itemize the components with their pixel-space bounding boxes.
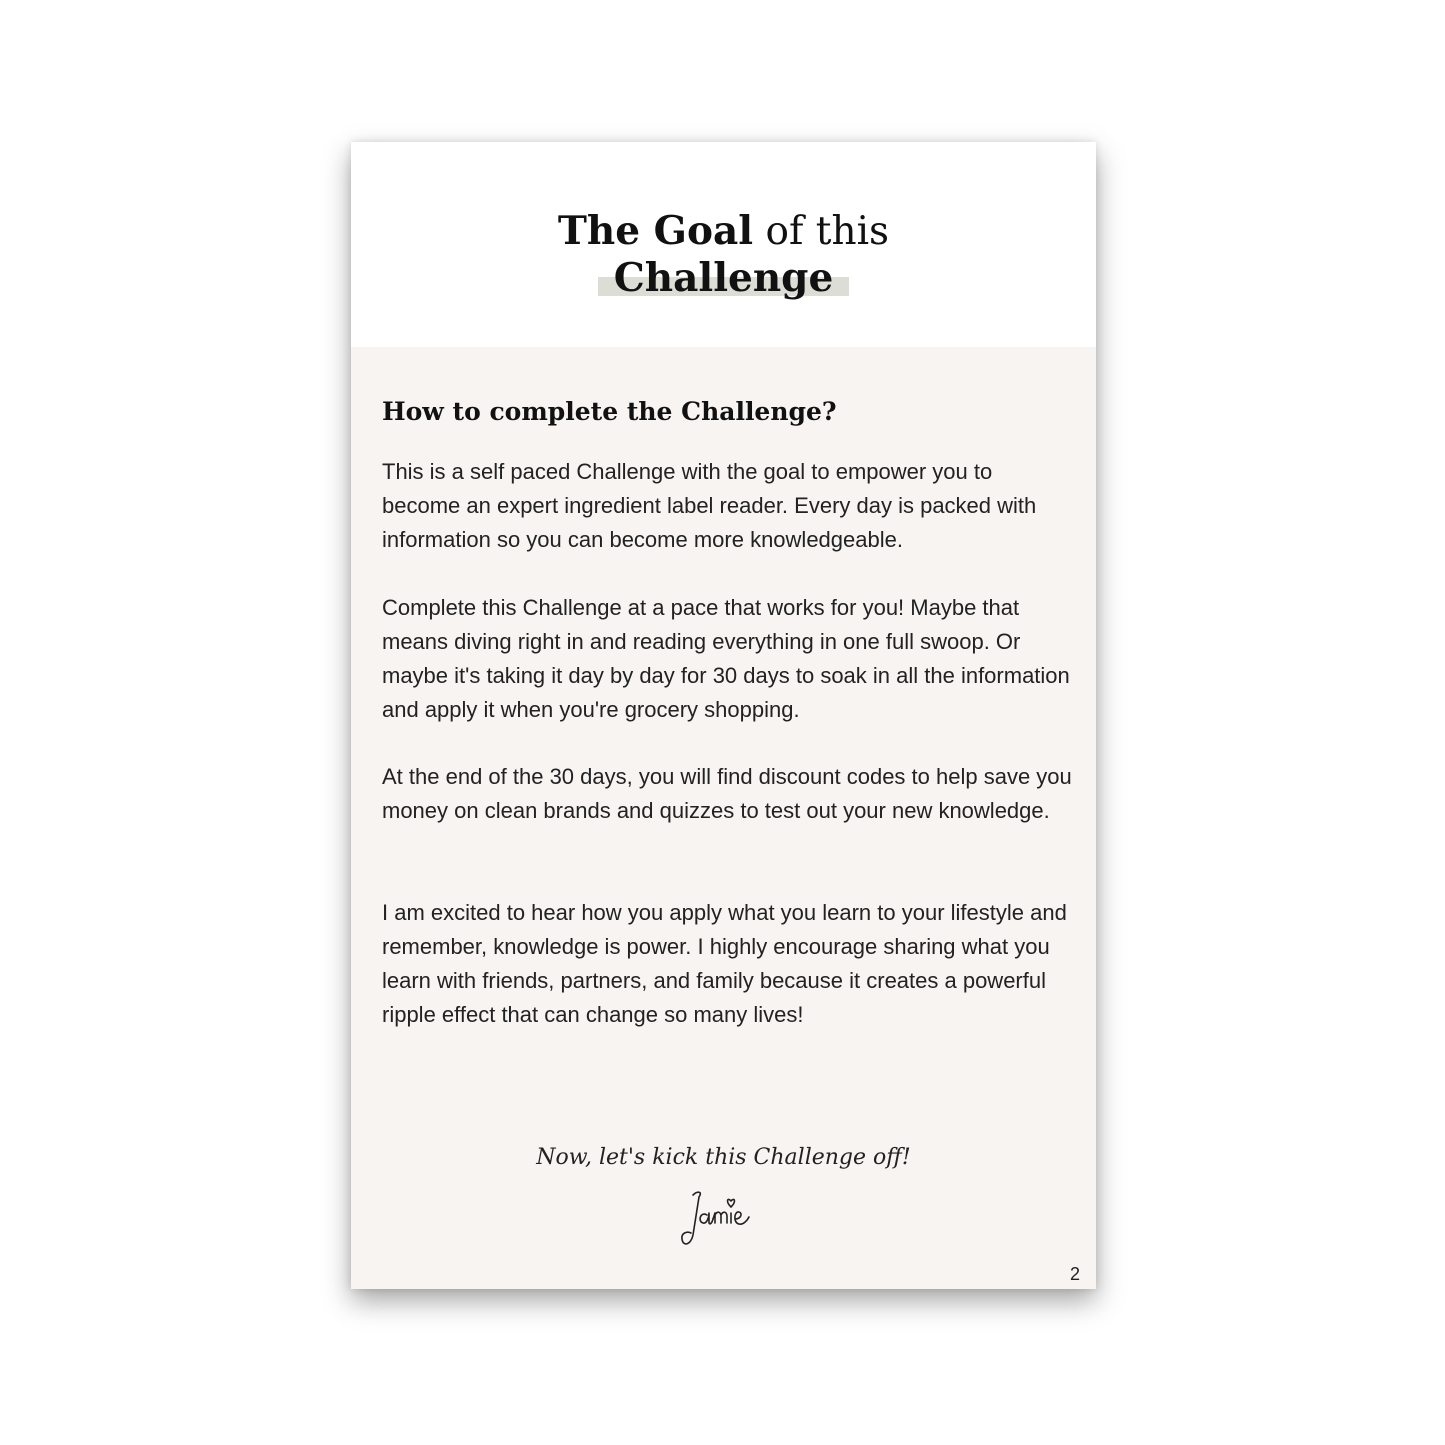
title-bold: The Goal (557, 208, 754, 254)
handwritten-signature (673, 1177, 773, 1257)
title-rest: of this (753, 209, 890, 254)
page-number: 2 (1069, 1264, 1080, 1284)
paragraph-discounts: At the end of the 30 days, you will find discount codes to help save you money on clean brands and quizzes to test out your new knowledge. (382, 764, 1072, 823)
content-panel (351, 347, 1096, 1289)
section-heading: How to complete the Challenge? (382, 397, 837, 426)
page-title (351, 208, 1096, 301)
paragraph-intro: This is a self paced Challenge with the goal to empower you to become an expert ingredient label reader. Every day is packed with information so you can become more knowledgeable. (382, 459, 1037, 552)
title-line2: Challenge (613, 255, 834, 301)
title-line2-wrapper (614, 255, 834, 301)
paragraph-pace: Complete this Challenge at a pace that works for you! Maybe that means diving right in and reading everything in one full swoop. Or maybe it's taking it day by day for 30 days to soak in all the information and apply it when you're grocery shopping. (382, 595, 1070, 722)
page-header (351, 142, 1096, 347)
paragraph-encouragement: I am excited to hear how you apply what you learn to your lifestyle and remember, knowledge is power. I highly encourage sharing what you learn with friends, partners, and family because it creates a powerful ripple effect that can change so many lives! (382, 900, 1067, 1027)
closing-line: Now, let's kick this Challenge off! (536, 1145, 911, 1170)
document-page (351, 142, 1096, 1289)
